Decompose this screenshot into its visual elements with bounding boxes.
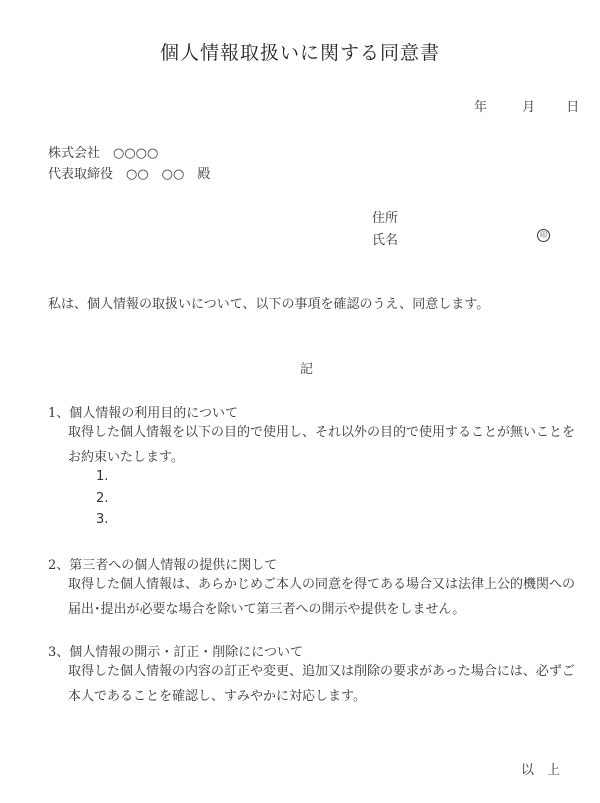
date-day: 日: [566, 100, 580, 115]
section-3-line-1: 取得した個人情報の内容の訂正や変更、追加又は削除の要求があった場合には、必ずご: [68, 664, 575, 679]
section-1-body: [68, 420, 575, 470]
section-2-body: [68, 572, 575, 622]
date-line: [474, 96, 579, 115]
date-month: 月: [522, 100, 536, 115]
address-label: 住所: [372, 211, 399, 226]
section-3-body: [68, 659, 575, 709]
name-label: 氏名: [372, 233, 399, 248]
seal-mark: 印: [537, 229, 550, 242]
representative-name: 代表取締役 ○○ ○○ 殿: [48, 167, 211, 182]
section-3-line-2: 本人であることを確認し、すみやかに対応します。: [68, 689, 366, 704]
section-1-heading: 1、個人情報の利用目的について: [48, 406, 239, 421]
section-2-line-1: 取得した個人情報は、あらかじめご本人の同意を得てある場合又は法律上公的機関への: [68, 577, 576, 592]
purpose-item-1: 1.: [96, 469, 109, 484]
section-1-line-1: 取得した個人情報を以下の目的で使用し、それ以外の目的で使用することが無いことを: [68, 425, 576, 440]
document-title: 個人情報取扱いに関する同意書: [159, 42, 440, 64]
purpose-item-3: 3.: [96, 512, 109, 527]
closing-mark: 以 上: [521, 763, 561, 778]
section-2-heading: 2、第三者への個人情報の提供に関して: [48, 558, 278, 573]
intro-statement: 私は、個人情報の取扱いについて、以下の事項を確認のうえ、同意します。: [48, 297, 490, 312]
section-3-heading: 3、個人情報の開示・訂正・削除にについて: [48, 645, 304, 660]
date-year: 年: [474, 100, 488, 115]
section-1-line-2: お約束いたします。: [68, 450, 184, 465]
section-2-line-2: 届出･提出が必要な場合を除いて第三者への開示や提供をしません。: [68, 602, 466, 617]
purpose-item-2: 2.: [96, 491, 109, 506]
company-name: 株式会社 ○○○○: [48, 146, 159, 161]
ki-marker: 記: [300, 362, 314, 377]
